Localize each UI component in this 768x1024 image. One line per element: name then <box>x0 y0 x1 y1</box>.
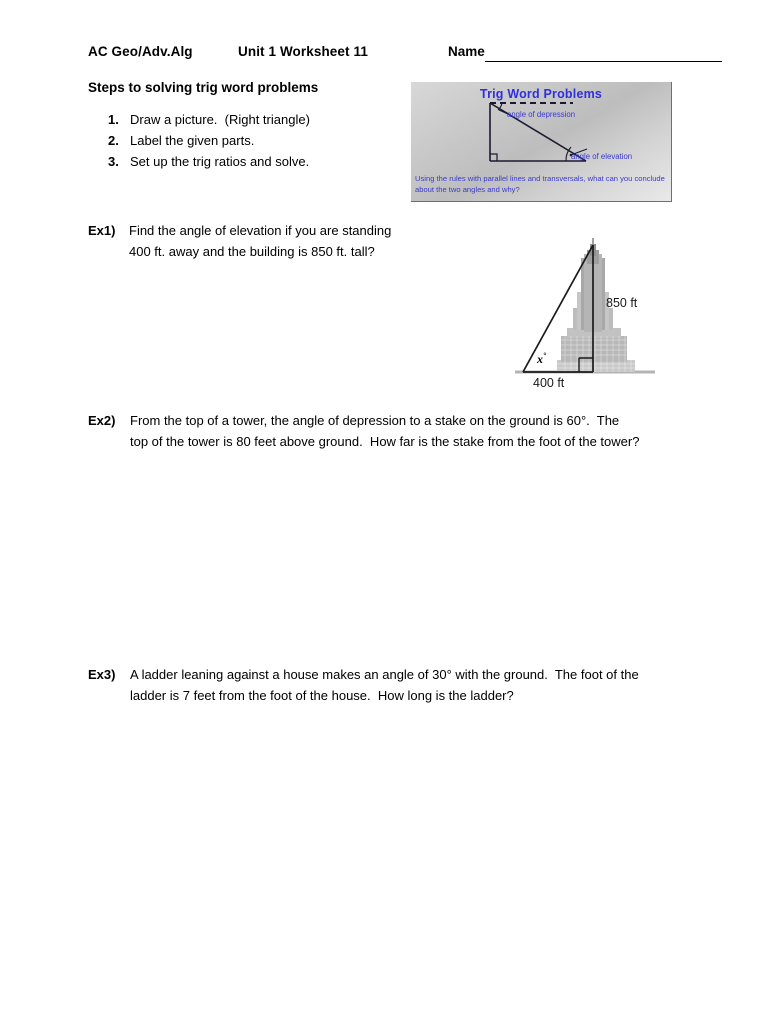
trig-word-problems-image <box>411 82 672 202</box>
example-2-line-2: top of the tower is 80 feet above ground. How far is the stake from the foot of the tower? <box>130 434 640 449</box>
example-1-tag: Ex1) <box>88 223 116 238</box>
example-3-tag: Ex3) <box>88 667 116 682</box>
list-item-number: 1. <box>108 112 119 127</box>
list-item <box>108 112 408 133</box>
skyscraper-figure <box>505 236 665 396</box>
list-item-label: Draw a picture. (Right triangle) <box>130 112 310 127</box>
example-1-line-2: 400 ft. away and the building is 850 ft. tall? <box>129 244 375 259</box>
example-2-line-1: From the top of a tower, the angle of depression to a stake on the ground is 60°. The <box>130 413 620 428</box>
angle-of-depression-label: angle of depression <box>507 110 576 119</box>
example-2-body <box>130 410 639 452</box>
unit-title: Unit 1 Worksheet 11 <box>238 44 368 59</box>
example-2-tag: Ex2) <box>88 413 116 428</box>
example-1-body <box>129 220 391 262</box>
angle-of-elevation-label: angle of elevation <box>571 152 633 161</box>
skyscraper-graphic <box>505 236 665 396</box>
example-3-line-1: A ladder leaning against a house makes an angle of 30° with the ground. The foot of the <box>130 667 639 682</box>
name-blank-line[interactable] <box>485 61 722 62</box>
embedded-image-title: Trig Word Problems <box>479 87 603 101</box>
worksheet-header <box>88 44 728 66</box>
list-item <box>108 154 408 175</box>
base-label-400ft: 400 ft <box>533 376 565 390</box>
name-label: Name <box>448 44 485 59</box>
course-title: AC Geo/Adv.Alg <box>88 44 193 59</box>
list-item-label: Set up the trig ratios and solve. <box>130 154 310 169</box>
example-3-body <box>130 664 639 706</box>
list-item-label: Label the given parts. <box>130 133 255 148</box>
steps-list <box>108 112 408 175</box>
angle-x-label: x° <box>537 351 547 366</box>
example-3-line-2: ladder is 7 feet from the foot of the house. How long is the ladder? <box>130 688 514 703</box>
list-item-number: 2. <box>108 133 119 148</box>
example-1-line-1: Find the angle of elevation if you are standing <box>129 223 392 238</box>
embedded-image-caption: Using the rules with parallel lines and transversals, what can you conclude about the two angles and why? <box>415 174 665 194</box>
list-item <box>108 133 408 154</box>
steps-heading: Steps to solving trig word problems <box>88 80 319 95</box>
list-item-number: 3. <box>108 154 119 169</box>
height-label-850ft: 850 ft <box>606 296 638 310</box>
